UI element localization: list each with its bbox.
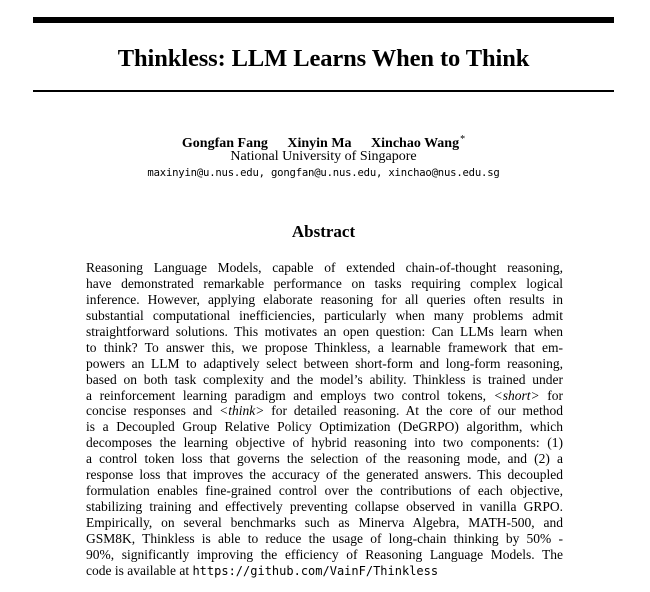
abstract-line: stabilizing training and effectively preventing collapse observed in vanilla GRPO.	[86, 499, 563, 515]
code-url-link[interactable]: https://github.com/VainF/Thinkless	[192, 563, 439, 578]
abstract-line: substantial computational inefficiencies, particularly when many problems admit	[86, 307, 563, 323]
affiliation: National University of Singapore	[230, 149, 417, 164]
abstract-line: is a Decoupled Group Relative Policy Optimization (DeGRPO) algorithm, which	[86, 419, 563, 435]
abstract-line: decomposes the learning objective of hybrid reasoning into two components: (1)	[86, 435, 563, 451]
abstract-line: straightforward solutions. This motivates an open question: Can LLMs learn when	[86, 323, 563, 339]
author-name: Gongfan Fang	[181, 136, 268, 151]
abstract-line: Reasoning Language Models, capable of extended chain-of-thought reasoning,	[86, 260, 563, 275]
abstract-line: have demonstrated remarkable performance on tasks requiring complex logical	[86, 275, 563, 291]
abstract-line: a reinforcement learning paradigm and employs two control tokens, <short> for	[86, 387, 563, 403]
paper-title: Thinkless: LLM Learns When to Think	[117, 45, 530, 72]
author-name: Xinyin Ma	[287, 136, 352, 151]
abstract-line-last	[86, 563, 563, 579]
abstract-line: to think? To answer this, we propose Thinkless, a learnable framework that em-	[86, 339, 563, 355]
abstract-line: a control token loss that governs the selection of the reasoning mode, and (2) a	[86, 451, 563, 467]
abstract-line: GSM8K, Thinkless is able to reduce the usage of long-chain thinking by 50% -	[86, 530, 563, 546]
abstract-line: Empirically, on several benchmarks such as Minerva Algebra, MATH-500, and	[86, 515, 563, 530]
control-token: <think>	[219, 403, 265, 419]
corresponding-author-mark: *	[460, 134, 466, 145]
abstract-line: response loss that improves the accuracy of the generated answers. This decoupled	[86, 467, 563, 483]
abstract-line: based on both task complexity and the model’s ability. Thinkless is trained under	[86, 371, 563, 387]
author-emails: maxinyin@u.nus.edu, gongfan@u.nus.edu, xinchao@nus.edu.sg	[147, 167, 500, 179]
abstract-heading: Abstract	[291, 222, 356, 241]
abstract-line: 90%, significantly improving the efficiency of Reasoning Language Models. The	[86, 546, 563, 562]
code-availability-text: code is available at	[86, 562, 190, 578]
author-name-text: Xinchao Wang	[371, 136, 460, 151]
title-rule	[33, 90, 614, 92]
abstract-body	[86, 260, 563, 579]
top-rule	[33, 17, 614, 23]
abstract-line: inference. However, applying elaborate reasoning for all queries often results in	[86, 291, 563, 307]
abstract-line: concise responses and <think> for detailed reasoning. At the core of our method	[86, 403, 563, 419]
control-token: <short>	[493, 387, 540, 403]
abstract-line: powers an LLM to adaptively select between short-form and long-form reasoning,	[86, 355, 563, 371]
abstract-line: formulation enables fine-grained control over the contributions of each objective,	[86, 483, 563, 499]
